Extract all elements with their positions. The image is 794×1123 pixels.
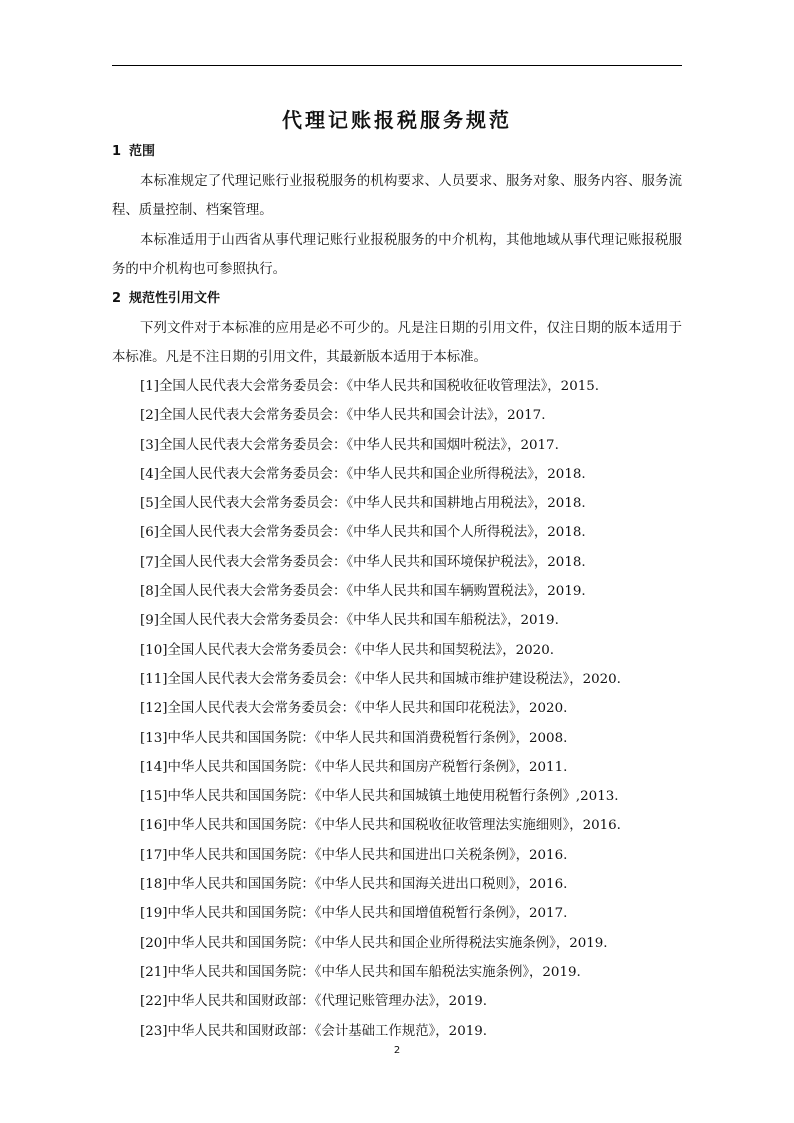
reference-list bbox=[140, 372, 685, 1046]
section-1-paragraph-2: 本标准适用于山西省从事代理记账行业报税服务的中介机构，其他地域从事代理记账报税服务的中介机构也可参照执行。 bbox=[112, 233, 682, 277]
section-2-title: 规范性引用文件 bbox=[129, 291, 221, 306]
section-1-heading bbox=[112, 143, 155, 161]
reference-item: [20]中华人民共和国国务院：《中华人民共和国企业所得税法实施条例》，2019. bbox=[140, 935, 608, 951]
section-2-heading bbox=[112, 290, 220, 308]
reference-item: [6]全国人民代表大会常务委员会：《中华人民共和国个人所得税法》，2018. bbox=[140, 525, 586, 541]
reference-item: [11]全国人民代表大会常务委员会：《中华人民共和国城市维护建设税法》，2020. bbox=[140, 671, 621, 687]
reference-item: [4]全国人民代表大会常务委员会：《中华人民共和国企业所得税法》，2018. bbox=[140, 466, 586, 482]
section-2-intro: 下列文件对于本标准的应用是必不可少的。凡是注日期的引用文件，仅注日期的版本适用于本标准。凡是不注日期的引用文件，其最新版本适用于本标准。 bbox=[112, 321, 682, 365]
section-1-title: 范围 bbox=[129, 144, 156, 159]
reference-item: [22]中华人民共和国财政部：《代理记账管理办法》，2019. bbox=[140, 994, 488, 1010]
document-title: 代理记账报税服务规范 bbox=[282, 108, 512, 132]
reference-item: [19]中华人民共和国国务院：《中华人民共和国增值税暂行条例》，2017. bbox=[140, 906, 568, 922]
reference-item: [2]全国人民代表大会常务委员会：《中华人民共和国会计法》，2017. bbox=[140, 408, 546, 424]
header-rule bbox=[112, 65, 682, 66]
reference-item: [13]中华人民共和国国务院：《中华人民共和国消费税暂行条例》，2008. bbox=[140, 730, 568, 746]
page-number: 2 bbox=[393, 1045, 401, 1056]
reference-item: [18]中华人民共和国国务院：《中华人民共和国海关进出口税则》，2016. bbox=[140, 877, 568, 893]
reference-item: [15]中华人民共和国国务院：《中华人民共和国城镇土地使用税暂行条例》,2013. bbox=[140, 789, 619, 805]
section-1-paragraph-1: 本标准规定了代理记账行业报税服务的机构要求、人员要求、服务对象、服务内容、服务流程、质量控制、档案管理。 bbox=[112, 174, 682, 218]
reference-item: [17]中华人民共和国国务院：《中华人民共和国进出口关税条例》，2016. bbox=[140, 847, 568, 863]
reference-item: [12]全国人民代表大会常务委员会：《中华人民共和国印花税法》，2020. bbox=[140, 701, 568, 717]
reference-item: [21]中华人民共和国国务院：《中华人民共和国车船税法实施条例》，2019. bbox=[140, 964, 581, 980]
reference-item: [3]全国人民代表大会常务委员会：《中华人民共和国烟叶税法》，2017. bbox=[140, 437, 559, 453]
reference-item: [9]全国人民代表大会常务委员会：《中华人民共和国车船税法》，2019. bbox=[140, 613, 559, 629]
reference-item: [23]中华人民共和国财政部：《会计基础工作规范》，2019. bbox=[140, 1023, 488, 1039]
reference-item: [16]中华人民共和国国务院：《中华人民共和国税收征收管理法实施细则》，2016. bbox=[140, 818, 621, 834]
reference-item: [8]全国人民代表大会常务委员会：《中华人民共和国车辆购置税法》，2019. bbox=[140, 584, 586, 600]
reference-item: [10]全国人民代表大会常务委员会：《中华人民共和国契税法》，2020. bbox=[140, 642, 554, 658]
reference-item: [14]中华人民共和国国务院：《中华人民共和国房产税暂行条例》，2011. bbox=[140, 759, 568, 775]
section-1-number: 1 bbox=[112, 144, 122, 159]
reference-item: [5]全国人民代表大会常务委员会：《中华人民共和国耕地占用税法》，2018. bbox=[140, 496, 586, 512]
section-2-number: 2 bbox=[112, 291, 122, 306]
reference-item: [1]全国人民代表大会常务委员会：《中华人民共和国税收征收管理法》，2015. bbox=[140, 379, 600, 394]
reference-item: [7]全国人民代表大会常务委员会：《中华人民共和国环境保护税法》，2018. bbox=[140, 554, 586, 570]
